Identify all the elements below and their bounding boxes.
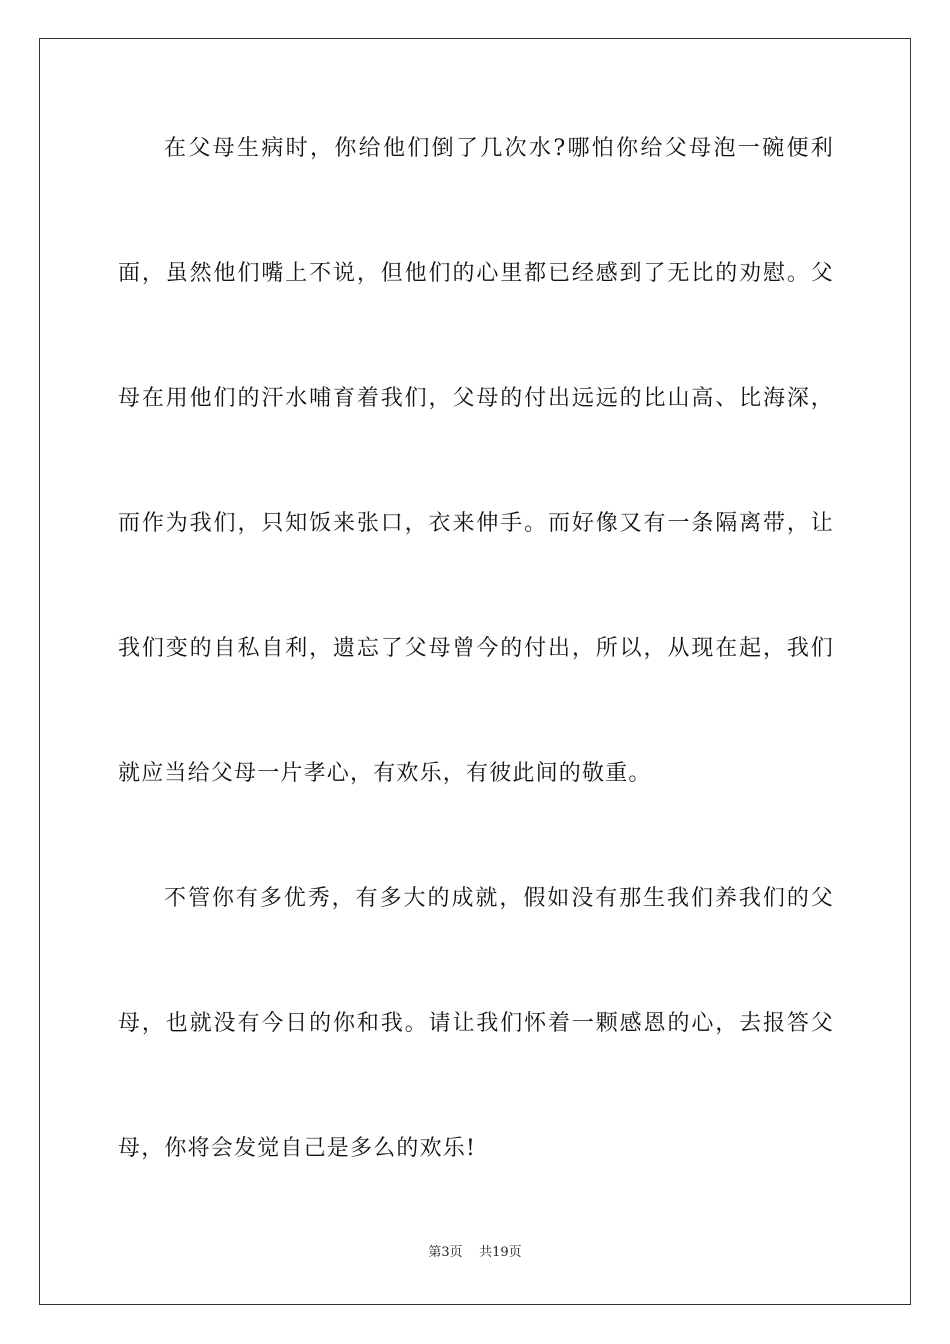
page-number: 第3页 [428, 1245, 463, 1260]
page-total: 共19页 [479, 1245, 522, 1260]
paragraph-2-line-3: 母，你将会发觉自己是多么的欢乐! [118, 1136, 477, 1161]
page-border [39, 38, 911, 1305]
paragraph-1-line-6: 就应当给父母一片孝心，有欢乐，有彼此间的敬重。 [118, 761, 652, 786]
paragraph-1-line-5: 我们变的自私自利，遗忘了父母曾今的付出，所以，从现在起，我们 [118, 636, 834, 661]
paragraph-1-line-4: 而作为我们，只知饭来张口，衣来伸手。而好像又有一条隔离带，让 [118, 511, 834, 536]
paragraph-2-line-1: 不管你有多优秀，有多大的成就，假如没有那生我们养我们的父 [164, 886, 834, 911]
paragraph-1-line-2: 面，虽然他们嘴上不说，但他们的心里都已经感到了无比的劝慰。父 [118, 261, 834, 286]
paragraph-1-line-3: 母在用他们的汗水哺育着我们，父母的付出远远的比山高、比海深， [118, 386, 834, 411]
page-footer [0, 1245, 950, 1261]
paragraph-2-line-2: 母，也就没有今日的你和我。请让我们怀着一颗感恩的心，去报答父 [118, 1011, 834, 1036]
paragraph-1-line-1: 在父母生病时，你给他们倒了几次水?哪怕你给父母泡一碗便利 [164, 136, 834, 161]
